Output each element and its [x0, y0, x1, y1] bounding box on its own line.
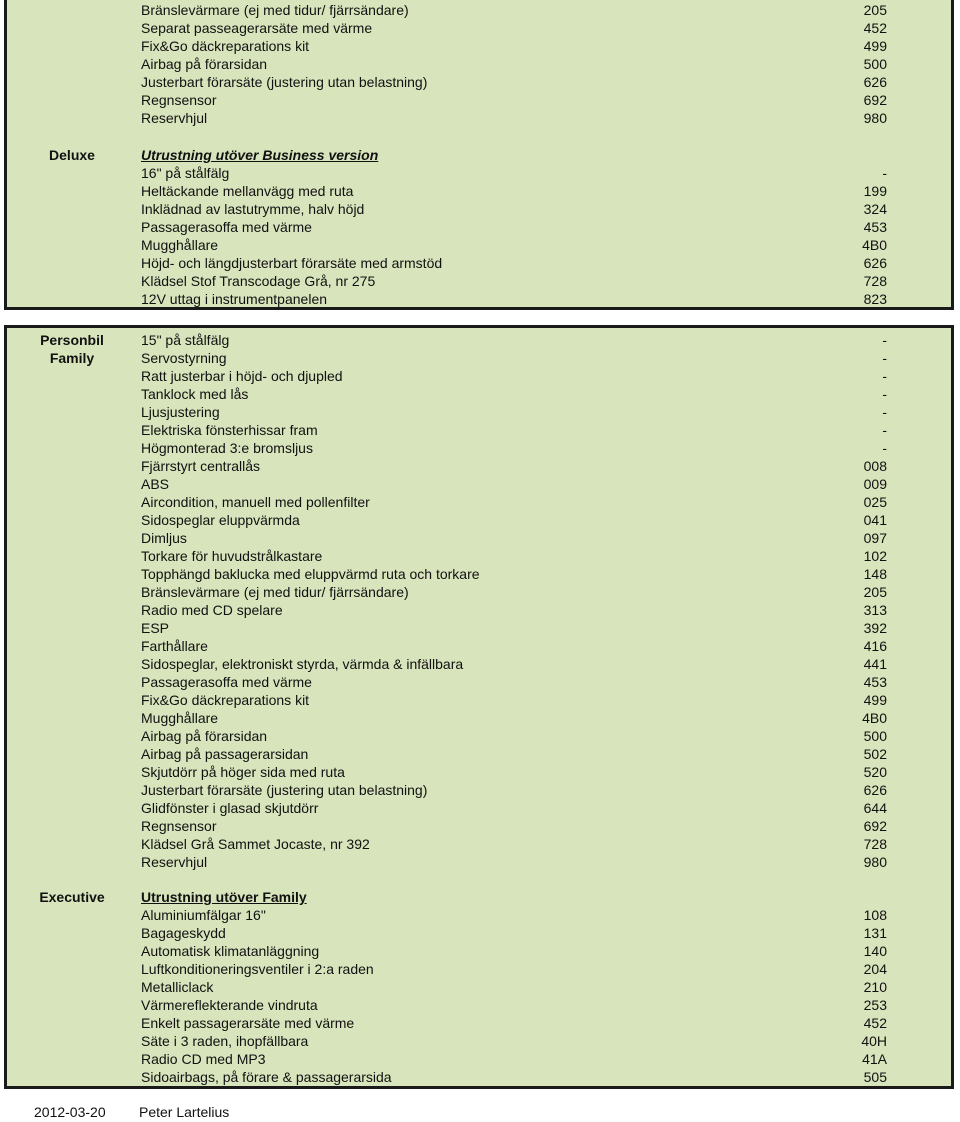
equipment-row	[7, 817, 951, 835]
equipment-row	[7, 709, 951, 727]
option-code: 204	[863, 961, 887, 977]
equipment-description: Fix&Go däckreparations kit	[141, 38, 310, 54]
option-code: 452	[863, 1015, 887, 1031]
equipment-row	[7, 906, 951, 924]
equipment-description: Bränslevärmare (ej med tidur/ fjärrsändare)	[141, 584, 409, 600]
equipment-description: Automatisk klimatanläggning	[141, 943, 320, 959]
option-code: 392	[863, 620, 887, 636]
option-code: 500	[863, 56, 887, 72]
equipment-description: 15" på stålfälg	[141, 332, 230, 348]
option-code: 626	[863, 74, 887, 90]
equipment-description: Enkelt passagerarsäte med värme	[141, 1015, 355, 1031]
option-code: 40H	[861, 1033, 887, 1049]
equipment-description: Sidospeglar, elektroniskt styrda, värmda & infällbara	[141, 656, 464, 672]
equipment-row	[7, 55, 951, 73]
equipment-description: Regnsensor	[141, 818, 217, 834]
option-code: 453	[863, 674, 887, 690]
equipment-row	[7, 637, 951, 655]
equipment-row	[7, 691, 951, 709]
equipment-row	[7, 763, 951, 781]
equipment-row	[7, 799, 951, 817]
option-code: 131	[863, 925, 887, 941]
equipment-description: Mugghållare	[141, 710, 219, 726]
equipment-description: Sidoairbags, på förare & passagerarsida	[141, 1069, 392, 1085]
option-code: -	[882, 350, 887, 366]
equipment-description: Passagerasoffa med värme	[141, 219, 312, 235]
equipment-description: Metalliclack	[141, 979, 214, 995]
equipment-description: Sidospeglar eluppvärmda	[141, 512, 300, 528]
option-code: 324	[863, 201, 887, 217]
equipment-row	[7, 200, 951, 218]
equipment-description: Justerbart förarsäte (justering utan belastning)	[141, 782, 428, 798]
option-code: 009	[863, 476, 887, 492]
equipment-description: Radio CD med MP3	[141, 1051, 266, 1067]
option-code: 4B0	[862, 710, 887, 726]
option-code: 148	[863, 566, 887, 582]
equipment-row	[7, 565, 951, 583]
equipment-description: Ljusjustering	[141, 404, 220, 420]
equipment-row	[7, 655, 951, 673]
equipment-description: Mugghållare	[141, 237, 219, 253]
equipment-description: Aircondition, manuell med pollenfilter	[141, 494, 370, 510]
page-footer	[0, 1104, 960, 1122]
equipment-row	[7, 1050, 951, 1068]
option-code: 453	[863, 219, 887, 235]
option-code: -	[882, 165, 887, 181]
equipment-row	[7, 996, 951, 1014]
equipment-row	[7, 73, 951, 91]
option-code: 980	[863, 110, 887, 126]
category-label: Deluxe	[49, 147, 95, 163]
equipment-description: ESP	[141, 620, 170, 636]
option-code: 097	[863, 530, 887, 546]
equipment-description: Skjutdörr på höger sida med ruta	[141, 764, 345, 780]
equipment-panel-lower	[4, 325, 954, 1089]
option-code: -	[882, 368, 887, 384]
option-code: 644	[863, 800, 887, 816]
equipment-row	[7, 601, 951, 619]
equipment-description: Justerbart förarsäte (justering utan belastning)	[141, 74, 428, 90]
option-code: 041	[863, 512, 887, 528]
equipment-row	[7, 475, 951, 493]
equipment-description: Säte i 3 raden, ihopfällbara	[141, 1033, 309, 1049]
option-code: 499	[863, 38, 887, 54]
equipment-row	[7, 1032, 951, 1050]
equipment-description: Airbag på förarsidan	[141, 728, 268, 744]
equipment-description: Dimljus	[141, 530, 187, 546]
equipment-description: Separat passeagerarsäte med värme	[141, 20, 373, 36]
equipment-row	[7, 529, 951, 547]
option-code: 205	[863, 584, 887, 600]
equipment-row	[7, 853, 951, 871]
option-code: 102	[863, 548, 887, 564]
section-heading: Utrustning utöver Family	[141, 889, 307, 905]
equipment-row	[7, 924, 951, 942]
equipment-row	[7, 493, 951, 511]
option-code: 199	[863, 183, 887, 199]
equipment-row	[7, 421, 951, 439]
equipment-row	[7, 547, 951, 565]
option-code: 499	[863, 692, 887, 708]
section-heading-row	[7, 146, 951, 164]
equipment-description: 16" på stålfälg	[141, 165, 230, 181]
equipment-row	[7, 37, 951, 55]
equipment-row	[7, 91, 951, 109]
equipment-row	[7, 182, 951, 200]
option-code: 253	[863, 997, 887, 1013]
option-code: 626	[863, 782, 887, 798]
equipment-row	[7, 781, 951, 799]
equipment-description: Klädsel Stof Transcodage Grå, nr 275	[141, 273, 376, 289]
equipment-description: Inklädnad av lastutrymme, halv höjd	[141, 201, 365, 217]
option-code: 692	[863, 818, 887, 834]
equipment-row	[7, 511, 951, 529]
option-code: 505	[863, 1069, 887, 1085]
equipment-row	[7, 942, 951, 960]
equipment-description: Servostyrning	[141, 350, 227, 366]
option-code: -	[882, 332, 887, 348]
equipment-description: Radio med CD spelare	[141, 602, 283, 618]
equipment-row	[7, 457, 951, 475]
option-code: 416	[863, 638, 887, 654]
footer-date: 2012-03-20	[34, 1104, 106, 1120]
equipment-row	[7, 331, 951, 349]
equipment-row	[7, 439, 951, 457]
option-code: 452	[863, 20, 887, 36]
equipment-description: Värmereflekterande vindruta	[141, 997, 318, 1013]
equipment-description: Ratt justerbar i höjd- och djupled	[141, 368, 343, 384]
option-code: 441	[863, 656, 887, 672]
equipment-description: Bränslevärmare (ej med tidur/ fjärrsändare)	[141, 2, 409, 18]
equipment-row	[7, 978, 951, 996]
equipment-row	[7, 727, 951, 745]
equipment-row	[7, 835, 951, 853]
equipment-row	[7, 218, 951, 236]
equipment-description: Fjärrstyrt centrallås	[141, 458, 261, 474]
option-code: 502	[863, 746, 887, 762]
equipment-row	[7, 1, 951, 19]
option-code: 008	[863, 458, 887, 474]
equipment-description: Torkare för huvudstrålkastare	[141, 548, 323, 564]
equipment-row	[7, 109, 951, 127]
option-code: 205	[863, 2, 887, 18]
equipment-row	[7, 960, 951, 978]
equipment-row	[7, 19, 951, 37]
option-code: -	[882, 386, 887, 402]
category-label: Personbil	[40, 332, 104, 348]
option-code: 4B0	[862, 237, 887, 253]
option-code: 728	[863, 273, 887, 289]
equipment-description: Heltäckande mellanvägg med ruta	[141, 183, 354, 199]
option-code: 025	[863, 494, 887, 510]
equipment-description: Topphängd baklucka med eluppvärmd ruta och torkare	[141, 566, 480, 582]
option-code: 728	[863, 836, 887, 852]
option-code: 823	[863, 291, 887, 307]
equipment-description: Airbag på förarsidan	[141, 56, 268, 72]
option-code: 108	[863, 907, 887, 923]
equipment-row	[7, 164, 951, 182]
equipment-row	[7, 236, 951, 254]
option-code: 140	[863, 943, 887, 959]
equipment-description: Klädsel Grå Sammet Jocaste, nr 392	[141, 836, 370, 852]
option-code: -	[882, 422, 887, 438]
equipment-description: Reservhjul	[141, 110, 208, 126]
equipment-description: Passagerasoffa med värme	[141, 674, 312, 690]
category-label: Executive	[39, 889, 105, 905]
option-code: 520	[863, 764, 887, 780]
equipment-description: Elektriska fönsterhissar fram	[141, 422, 318, 438]
equipment-row	[7, 673, 951, 691]
footer-author: Peter Lartelius	[139, 1104, 230, 1120]
equipment-row	[7, 290, 951, 308]
equipment-description: Luftkonditioneringsventiler i 2:a raden	[141, 961, 374, 977]
equipment-row	[7, 619, 951, 637]
equipment-row	[7, 349, 951, 367]
equipment-description: Glidfönster i glasad skjutdörr	[141, 800, 319, 816]
equipment-description: Tanklock med lås	[141, 386, 249, 402]
equipment-row	[7, 367, 951, 385]
equipment-row	[7, 254, 951, 272]
equipment-description: Regnsensor	[141, 92, 217, 108]
option-code: -	[882, 404, 887, 420]
equipment-description: Aluminiumfälgar 16"	[141, 907, 266, 923]
equipment-description: 12V uttag i instrumentpanelen	[141, 291, 328, 307]
equipment-row	[7, 272, 951, 290]
equipment-description: Farthållare	[141, 638, 208, 654]
option-code: 500	[863, 728, 887, 744]
section-heading-row	[7, 888, 951, 906]
equipment-description: Airbag på passagerarsidan	[141, 746, 309, 762]
equipment-description: ABS	[141, 476, 170, 492]
section-heading: Utrustning utöver Business version	[141, 147, 379, 163]
equipment-description: Reservhjul	[141, 854, 208, 870]
option-code: 692	[863, 92, 887, 108]
equipment-description: Höjd- och längdjusterbart förarsäte med armstöd	[141, 255, 443, 271]
option-code: 41A	[862, 1051, 887, 1067]
equipment-row	[7, 583, 951, 601]
option-code: -	[882, 440, 887, 456]
equipment-panel-upper	[4, 0, 954, 310]
equipment-row	[7, 745, 951, 763]
equipment-row	[7, 385, 951, 403]
equipment-description: Högmonterad 3:e bromsljus	[141, 440, 313, 456]
equipment-description: Fix&Go däckreparations kit	[141, 692, 310, 708]
option-code: 210	[863, 979, 887, 995]
equipment-row	[7, 1068, 951, 1086]
option-code: 626	[863, 255, 887, 271]
option-code: 980	[863, 854, 887, 870]
equipment-description: Bagageskydd	[141, 925, 226, 941]
option-code: 313	[863, 602, 887, 618]
equipment-row	[7, 403, 951, 421]
category-label: Family	[49, 350, 95, 366]
equipment-row	[7, 1014, 951, 1032]
